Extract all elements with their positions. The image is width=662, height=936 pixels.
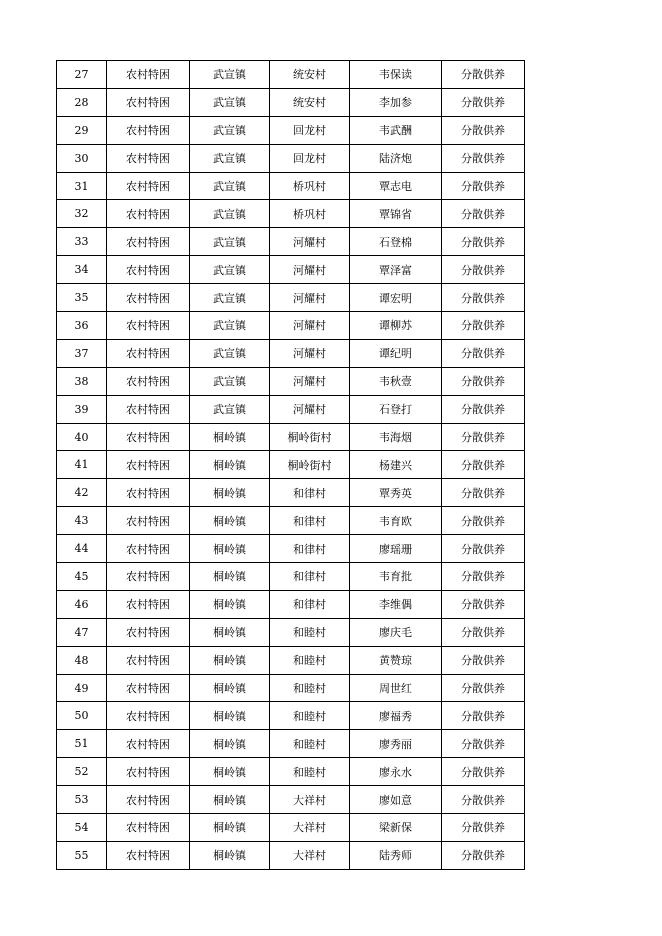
name-cell: 李加参 (350, 88, 442, 116)
name-cell: 廖如意 (350, 786, 442, 814)
row-number-cell: 30 (57, 144, 107, 172)
town-cell: 桐岭镇 (190, 618, 270, 646)
village-cell: 河耀村 (270, 256, 350, 284)
town-cell: 桐岭镇 (190, 814, 270, 842)
town-cell: 桐岭镇 (190, 646, 270, 674)
village-cell: 统安村 (270, 61, 350, 89)
village-cell: 河耀村 (270, 395, 350, 423)
category-cell: 农村特困 (107, 841, 190, 869)
table-row (57, 590, 525, 618)
name-cell: 石登棉 (350, 228, 442, 256)
category-cell: 农村特困 (107, 61, 190, 89)
village-cell: 和睦村 (270, 674, 350, 702)
village-cell: 和睦村 (270, 758, 350, 786)
category-cell: 农村特困 (107, 228, 190, 256)
town-cell: 武宣镇 (190, 172, 270, 200)
town-cell: 桐岭镇 (190, 423, 270, 451)
category-cell: 农村特困 (107, 758, 190, 786)
row-number-cell: 51 (57, 730, 107, 758)
village-cell: 和律村 (270, 590, 350, 618)
table-row (57, 395, 525, 423)
row-number-cell: 31 (57, 172, 107, 200)
table-row (57, 758, 525, 786)
support-type-cell: 分散供养 (442, 144, 525, 172)
table-row (57, 563, 525, 591)
row-number-cell: 35 (57, 284, 107, 312)
category-cell: 农村特困 (107, 674, 190, 702)
village-cell: 和睦村 (270, 702, 350, 730)
support-type-cell: 分散供养 (442, 284, 525, 312)
support-type-cell: 分散供养 (442, 451, 525, 479)
name-cell: 谭宏明 (350, 284, 442, 312)
name-cell: 覃泽富 (350, 256, 442, 284)
name-cell: 谭纪明 (350, 339, 442, 367)
table-row (57, 88, 525, 116)
town-cell: 桐岭镇 (190, 758, 270, 786)
village-cell: 桥巩村 (270, 172, 350, 200)
category-cell: 农村特困 (107, 88, 190, 116)
row-number-cell: 28 (57, 88, 107, 116)
name-cell: 陆济炮 (350, 144, 442, 172)
town-cell: 桐岭镇 (190, 841, 270, 869)
support-type-cell: 分散供养 (442, 367, 525, 395)
support-type-cell: 分散供养 (442, 535, 525, 563)
town-cell: 武宣镇 (190, 367, 270, 395)
support-type-cell: 分散供养 (442, 646, 525, 674)
support-type-cell: 分散供养 (442, 590, 525, 618)
town-cell: 武宣镇 (190, 312, 270, 340)
name-cell: 覃锦省 (350, 200, 442, 228)
support-type-cell: 分散供养 (442, 814, 525, 842)
name-cell: 廖永水 (350, 758, 442, 786)
category-cell: 农村特困 (107, 730, 190, 758)
name-cell: 陆秀师 (350, 841, 442, 869)
row-number-cell: 41 (57, 451, 107, 479)
support-type-cell: 分散供养 (442, 256, 525, 284)
town-cell: 武宣镇 (190, 116, 270, 144)
name-cell: 谭柳苏 (350, 312, 442, 340)
village-cell: 桥巩村 (270, 200, 350, 228)
village-cell: 和睦村 (270, 618, 350, 646)
village-cell: 和律村 (270, 507, 350, 535)
town-cell: 武宣镇 (190, 200, 270, 228)
support-type-cell: 分散供养 (442, 200, 525, 228)
town-cell: 桐岭镇 (190, 563, 270, 591)
table-row (57, 507, 525, 535)
category-cell: 农村特困 (107, 646, 190, 674)
support-type-cell: 分散供养 (442, 730, 525, 758)
name-cell: 梁新保 (350, 814, 442, 842)
category-cell: 农村特困 (107, 786, 190, 814)
town-cell: 武宣镇 (190, 88, 270, 116)
village-cell: 和律村 (270, 479, 350, 507)
village-cell: 和律村 (270, 535, 350, 563)
category-cell: 农村特困 (107, 256, 190, 284)
row-number-cell: 37 (57, 339, 107, 367)
support-type-cell: 分散供养 (442, 618, 525, 646)
support-type-cell: 分散供养 (442, 339, 525, 367)
category-cell: 农村特困 (107, 395, 190, 423)
support-type-cell: 分散供养 (442, 702, 525, 730)
category-cell: 农村特困 (107, 284, 190, 312)
support-type-cell: 分散供养 (442, 563, 525, 591)
row-number-cell: 27 (57, 61, 107, 89)
table-row (57, 451, 525, 479)
support-type-cell: 分散供养 (442, 423, 525, 451)
town-cell: 武宣镇 (190, 395, 270, 423)
name-cell: 杨建兴 (350, 451, 442, 479)
support-type-cell: 分散供养 (442, 88, 525, 116)
row-number-cell: 36 (57, 312, 107, 340)
support-type-cell: 分散供养 (442, 172, 525, 200)
support-type-cell: 分散供养 (442, 758, 525, 786)
table-row (57, 674, 525, 702)
category-cell: 农村特困 (107, 367, 190, 395)
village-cell: 河耀村 (270, 367, 350, 395)
row-number-cell: 47 (57, 618, 107, 646)
category-cell: 农村特困 (107, 172, 190, 200)
row-number-cell: 38 (57, 367, 107, 395)
category-cell: 农村特困 (107, 590, 190, 618)
name-cell: 覃秀英 (350, 479, 442, 507)
support-type-cell: 分散供养 (442, 479, 525, 507)
support-type-cell: 分散供养 (442, 116, 525, 144)
table-row (57, 841, 525, 869)
town-cell: 武宣镇 (190, 61, 270, 89)
name-cell: 黄赞琼 (350, 646, 442, 674)
relief-recipient-table (56, 60, 525, 870)
category-cell: 农村特困 (107, 618, 190, 646)
table-row (57, 339, 525, 367)
table-row (57, 786, 525, 814)
table-row (57, 200, 525, 228)
row-number-cell: 42 (57, 479, 107, 507)
table-row (57, 730, 525, 758)
table-row (57, 479, 525, 507)
table-row (57, 144, 525, 172)
name-cell: 李维偶 (350, 590, 442, 618)
support-type-cell: 分散供养 (442, 61, 525, 89)
support-type-cell: 分散供养 (442, 312, 525, 340)
table-row (57, 618, 525, 646)
town-cell: 武宣镇 (190, 144, 270, 172)
village-cell: 桐岭街村 (270, 451, 350, 479)
table-row (57, 61, 525, 89)
row-number-cell: 53 (57, 786, 107, 814)
support-type-cell: 分散供养 (442, 228, 525, 256)
village-cell: 大祥村 (270, 841, 350, 869)
town-cell: 桐岭镇 (190, 730, 270, 758)
row-number-cell: 52 (57, 758, 107, 786)
table-row (57, 256, 525, 284)
row-number-cell: 34 (57, 256, 107, 284)
town-cell: 桐岭镇 (190, 451, 270, 479)
row-number-cell: 49 (57, 674, 107, 702)
name-cell: 韦保读 (350, 61, 442, 89)
town-cell: 武宣镇 (190, 256, 270, 284)
support-type-cell: 分散供养 (442, 841, 525, 869)
village-cell: 桐岭街村 (270, 423, 350, 451)
category-cell: 农村特困 (107, 563, 190, 591)
village-cell: 回龙村 (270, 144, 350, 172)
category-cell: 农村特困 (107, 339, 190, 367)
category-cell: 农村特困 (107, 312, 190, 340)
name-cell: 韦育批 (350, 563, 442, 591)
village-cell: 河耀村 (270, 284, 350, 312)
category-cell: 农村特困 (107, 535, 190, 563)
village-cell: 和睦村 (270, 730, 350, 758)
row-number-cell: 32 (57, 200, 107, 228)
category-cell: 农村特困 (107, 507, 190, 535)
table-row (57, 814, 525, 842)
table-row (57, 702, 525, 730)
row-number-cell: 48 (57, 646, 107, 674)
row-number-cell: 46 (57, 590, 107, 618)
category-cell: 农村特困 (107, 200, 190, 228)
table-row (57, 367, 525, 395)
name-cell: 韦秋壹 (350, 367, 442, 395)
row-number-cell: 39 (57, 395, 107, 423)
village-cell: 回龙村 (270, 116, 350, 144)
name-cell: 韦育欧 (350, 507, 442, 535)
row-number-cell: 33 (57, 228, 107, 256)
village-cell: 大祥村 (270, 814, 350, 842)
table-row (57, 172, 525, 200)
table-row (57, 228, 525, 256)
town-cell: 桐岭镇 (190, 535, 270, 563)
name-cell: 韦武酬 (350, 116, 442, 144)
village-cell: 统安村 (270, 88, 350, 116)
row-number-cell: 50 (57, 702, 107, 730)
category-cell: 农村特困 (107, 702, 190, 730)
village-cell: 大祥村 (270, 786, 350, 814)
name-cell: 韦海烟 (350, 423, 442, 451)
town-cell: 桐岭镇 (190, 479, 270, 507)
town-cell: 武宣镇 (190, 228, 270, 256)
table-row (57, 116, 525, 144)
table-body (57, 61, 525, 870)
name-cell: 覃志电 (350, 172, 442, 200)
support-type-cell: 分散供养 (442, 786, 525, 814)
table-row (57, 312, 525, 340)
name-cell: 廖瑶珊 (350, 535, 442, 563)
village-cell: 河耀村 (270, 339, 350, 367)
name-cell: 石登打 (350, 395, 442, 423)
name-cell: 廖庆毛 (350, 618, 442, 646)
town-cell: 桐岭镇 (190, 590, 270, 618)
town-cell: 桐岭镇 (190, 786, 270, 814)
town-cell: 桐岭镇 (190, 507, 270, 535)
table-row (57, 646, 525, 674)
support-type-cell: 分散供养 (442, 674, 525, 702)
table-row (57, 284, 525, 312)
name-cell: 廖秀丽 (350, 730, 442, 758)
category-cell: 农村特困 (107, 144, 190, 172)
table-row (57, 423, 525, 451)
row-number-cell: 54 (57, 814, 107, 842)
village-cell: 和睦村 (270, 646, 350, 674)
row-number-cell: 44 (57, 535, 107, 563)
name-cell: 周世红 (350, 674, 442, 702)
village-cell: 和律村 (270, 563, 350, 591)
village-cell: 河耀村 (270, 228, 350, 256)
support-type-cell: 分散供养 (442, 507, 525, 535)
table-row (57, 535, 525, 563)
row-number-cell: 40 (57, 423, 107, 451)
category-cell: 农村特困 (107, 451, 190, 479)
town-cell: 桐岭镇 (190, 674, 270, 702)
village-cell: 河耀村 (270, 312, 350, 340)
row-number-cell: 45 (57, 563, 107, 591)
category-cell: 农村特困 (107, 814, 190, 842)
category-cell: 农村特困 (107, 479, 190, 507)
row-number-cell: 43 (57, 507, 107, 535)
category-cell: 农村特困 (107, 423, 190, 451)
category-cell: 农村特困 (107, 116, 190, 144)
name-cell: 廖福秀 (350, 702, 442, 730)
town-cell: 桐岭镇 (190, 702, 270, 730)
town-cell: 武宣镇 (190, 284, 270, 312)
town-cell: 武宣镇 (190, 339, 270, 367)
row-number-cell: 55 (57, 841, 107, 869)
row-number-cell: 29 (57, 116, 107, 144)
support-type-cell: 分散供养 (442, 395, 525, 423)
